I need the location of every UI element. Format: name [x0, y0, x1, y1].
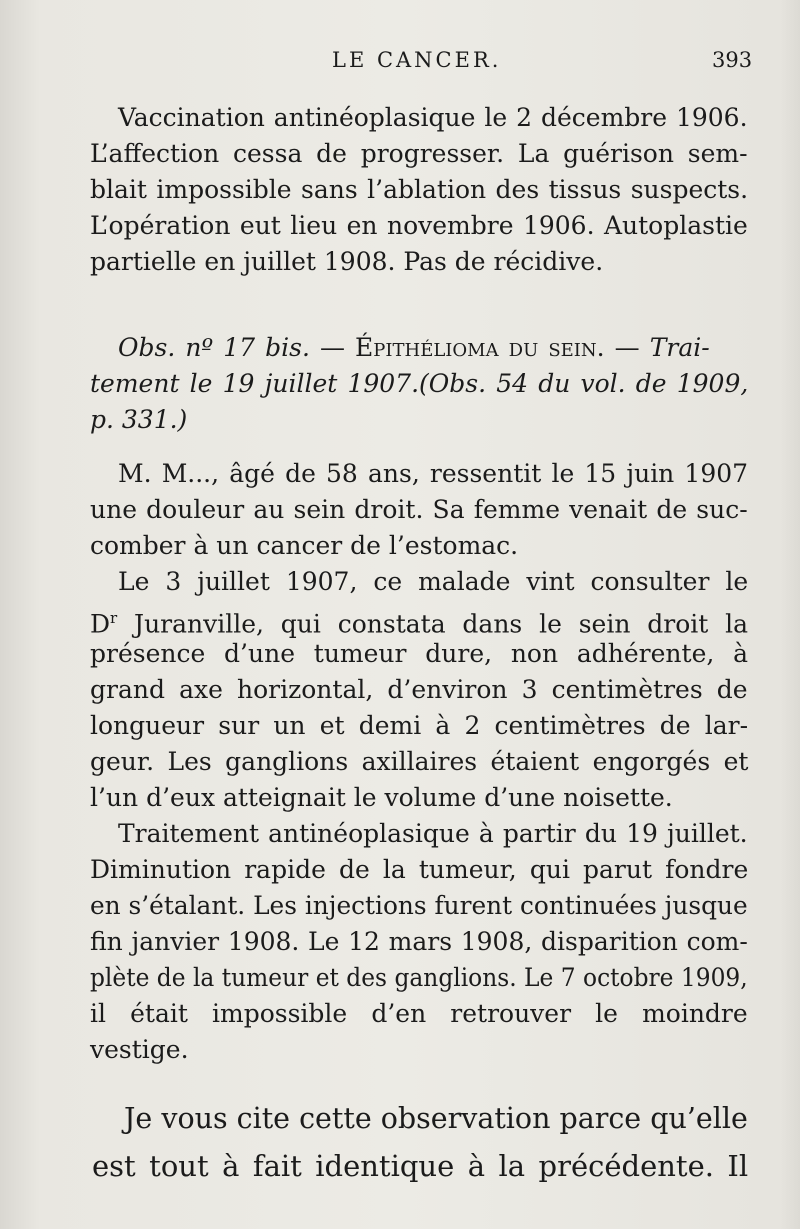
- body-line: Le 3 juillet 1907, ce malade vint consulter le: [118, 567, 749, 596]
- body-line: Traitement antinéoplasique à partir du 19 juillet.: [118, 819, 748, 848]
- heading-dash: —: [614, 333, 640, 362]
- doctor-abbrev-superscript: r: [110, 609, 118, 627]
- body-line: longueur sur un et demi à 2 centimètres de lar-: [90, 711, 749, 740]
- observation-label: Obs. nº 17 bis.: [118, 333, 310, 362]
- body-line-text: Juranville, qui constata dans le sein droit la: [117, 609, 749, 639]
- body-line: une douleur au sein droit. Sa femme venait de suc-: [90, 495, 748, 524]
- page-header: [0, 42, 800, 78]
- body-line: en s’étalant. Les injections furent continuées jusque: [90, 891, 748, 920]
- page-number: 393: [712, 48, 753, 72]
- observation-treatment-start: Trai-: [649, 333, 710, 362]
- body-line: Diminution rapide de la tumeur, qui parut fondre: [90, 855, 749, 884]
- body-line: grand axe horizontal, d’environ 3 centimètres de: [90, 675, 748, 704]
- body-line: M. M..., âgé de 58 ans, ressentit le 15 juin 1907: [118, 459, 749, 488]
- body-line: Vaccination antinéoplasique le 2 décembre 1906.: [118, 103, 748, 132]
- body-line: partielle en juillet 1908. Pas de récidive.: [90, 247, 604, 276]
- lecture-line: est tout à fait identique à la précédente. Il: [92, 1149, 749, 1183]
- body-line: il était impossible d’en retrouver le moindre: [90, 999, 748, 1028]
- body-line: présence d’une tumeur dure, non adhérente, à: [90, 639, 748, 668]
- body-line: geur. Les ganglions axillaires étaient engorgés et: [90, 747, 749, 776]
- body-line: plète de la tumeur et des ganglions. Le 7 octobre 1909,: [90, 963, 748, 992]
- body-line: vestige.: [90, 1035, 189, 1064]
- body-line: comber à un cancer de l’estomac.: [90, 531, 519, 560]
- observation-heading-line: p. 331.): [90, 405, 188, 434]
- observation-title: Épithélioma du sein.: [355, 333, 605, 362]
- observation-heading-line: tement le 19 juillet 1907.(Obs. 54 du vol. de 1909,: [90, 369, 749, 398]
- body-line: L’affection cessa de progresser. La guérison sem-: [90, 139, 748, 168]
- body-line: fin janvier 1908. Le 12 mars 1908, disparition com-: [90, 927, 748, 956]
- body-line: blait impossible sans l’ablation des tissus suspects.: [90, 175, 749, 204]
- running-title: LE CANCER.: [332, 48, 502, 72]
- observation-heading-line: [118, 330, 710, 366]
- doctor-abbrev: D: [90, 609, 111, 639]
- lecture-line: Je vous cite cette observation parce qu’elle: [124, 1101, 748, 1135]
- body-line: L’opération eut lieu en novembre 1906. Autoplastie: [90, 211, 748, 240]
- heading-dash: —: [319, 333, 345, 362]
- body-line: l’un d’eux atteignait le volume d’une noisette.: [90, 783, 673, 812]
